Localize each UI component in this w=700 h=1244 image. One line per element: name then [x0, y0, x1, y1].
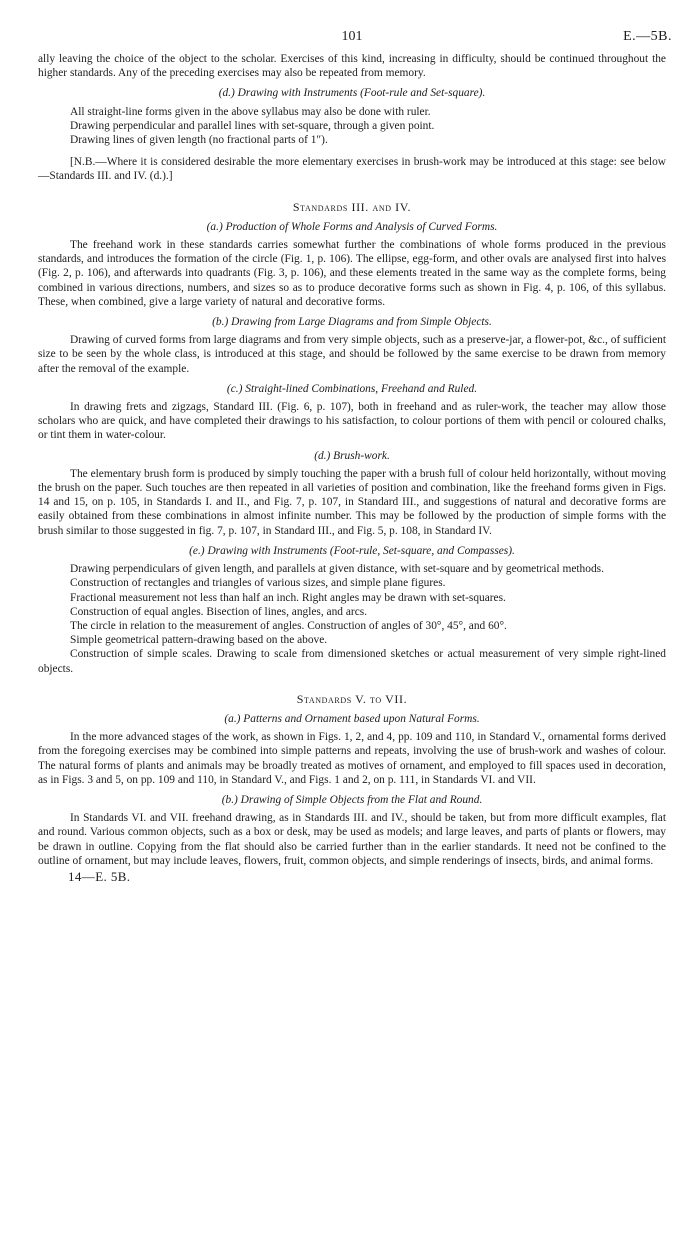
standards-5-7-title: Standards V. to VII. [296, 691, 408, 706]
intro-paragraph: ally leaving the choice of the object to the scholar. Exercises of this kind, increasing in difficulty, should be continued throughout the higher standards. Any of the preceding exercises may also be repeated from memory. [38, 53, 666, 80]
s34-e-item-5: The circle in relation to the measurement of angles. Construction of angles of 30°, 45°, and 60°. [70, 619, 507, 632]
s34-e-item-2: Construction of rectangles and triangles of various sizes, and simple plane figures. [70, 577, 446, 590]
s34-e-item-4: Construction of equal angles. Bisection of lines, angles, and arcs. [70, 605, 368, 618]
s34-a-heading: (a.) Production of Whole Forms and Analysis of Curved Forms. [206, 220, 498, 233]
document-code: E.—5B. [623, 29, 672, 44]
s57-a-heading: (a.) Patterns and Ornament based upon Natural Forms. [224, 712, 480, 725]
s34-e-heading: (e.) Drawing with Instruments (Foot-rule, Set-square, and Compasses). [189, 544, 515, 557]
s34-b-paragraph: Drawing of curved forms from large diagrams and from very simple objects, such as a preserve-jar, a flower-pot, &c., of sufficient size to be seen by the whole class, is introduced at this stage, and should be followed by the same exercise to be drawn from memory after the removal of the example. [38, 334, 666, 375]
s34-b-heading: (b.) Drawing from Large Diagrams and from Simple Objects. [212, 316, 492, 329]
s34-d-paragraph: The elementary brush form is produced by simply touching the paper with a brush full of colour held horizontally, without moving the brush on the paper. Such touches are then repeated in all varieties of position and combination, like the freehand forms given in Figs. 14 and 15, on p. 105, in Standards I. and II., and Fig. 7, p. 107, in Standard III., and suggestions of natural and decorative forms are easily obtained from these combinations in almost infinite number. This may be followed by the production of simple forms with the brush similar to those suggested in fig. 7, p. 107, in Standard III., and Fig. 5, p. 108, in Standard IV. [38, 467, 666, 537]
instruments-line-2: Drawing perpendicular and parallel lines with set-square, through a given point. [70, 119, 435, 132]
s34-e-item-1: Drawing perpendiculars of given length, and parallels at given distance, with set-square and by geometrical methods. [70, 563, 604, 576]
instruments-heading: (d.) Drawing with Instruments (Foot-rule and Set-square). [218, 87, 486, 100]
s34-e-item-6: Simple geometrical pattern-drawing based on the above. [70, 634, 328, 647]
nb-note: [N.B.—Where it is considered desirable the more elementary exercises in brush-work may be introduced at this stage: see below—Standards III. and IV. (d.).] [38, 156, 666, 183]
instruments-line-3: Drawing lines of given length (no fractional parts of 1″). [70, 134, 328, 147]
page-signature: 14—E. 5B. [68, 868, 131, 884]
instruments-line-1: All straight-line forms given in the above syllabus may also be done with ruler. [70, 105, 431, 118]
page-number: 101 [341, 29, 363, 44]
s57-b-paragraph: In Standards VI. and VII. freehand drawing, as in Standards III. and IV., should be taken, but from more difficult examples, flat and round. Various common objects, such as a box or desk, may be used as models; and large leaves, and parts of plants or flowers, may be drawn in outline. Copying from the flat should also be carried further than in the earlier standards. It need not be confined to the outline of ornament, but may include leaves, flowers, fruit, common objects, and simple renderings of insects, birds, and animal forms. [38, 812, 666, 867]
document-page [38, 29, 672, 884]
s57-a-paragraph: In the more advanced stages of the work, as shown in Figs. 1, 2, and 4, pp. 109 and 110, in Standard V., ornamental forms derived from the foregoing exercises may be combined into simple patterns and repeats, involving the use of brush-work and washes of colour. The natural forms of plants and animals may be broadly treated as motives of ornament, and employed to fill spaces used in decoration, as in Figs. 3 and 5, on pp. 109 and 110, in Standard V., and Figs. 1 and 2, on p. 111, in Standards VI. and VII. [38, 731, 666, 786]
s34-e-item-7: Construction of simple scales. Drawing to scale from dimensioned sketches or actual measurement of very simple right-lined objects. [38, 648, 666, 675]
s34-c-heading: (c.) Straight-lined Combinations, Freehand and Ruled. [226, 382, 478, 395]
s57-b-heading: (b.) Drawing of Simple Objects from the Flat and Round. [221, 793, 483, 806]
s34-e-item-3: Fractional measurement not less than half an inch. Right angles may be drawn with set-squares. [70, 591, 506, 604]
standards-3-4-title: Standards III. and IV. [292, 199, 412, 214]
s34-d-heading: (d.) Brush-work. [314, 449, 390, 462]
page-header [38, 29, 672, 52]
s34-c-paragraph: In drawing frets and zigzags, Standard III. (Fig. 6, p. 107), both in freehand and as ruler-work, the teacher may allow those scholars who are quick, and have completed their drawings to his satisfaction, to colour portions of them with pencil or coloured chalks, or tint them in water-colour. [38, 401, 666, 442]
s34-a-paragraph: The freehand work in these standards carries somewhat further the combinations of whole forms produced in the previous standards, and introduces the formation of the circle (Fig. 1, p. 106). The ellipse, egg-form, and other ovals are analysed first into halves (Fig. 2, p. 106), and afterwards into quadrants (Fig. 3, p. 106), and these elements treated in the same way as the complete forms, being combined in various directions, numbers, and sizes so as to produce decorative forms such as shown in Fig. 4, p. 106, of this syllabus. These, when combined, give a large variety of natural and decorative forms. [38, 239, 666, 308]
